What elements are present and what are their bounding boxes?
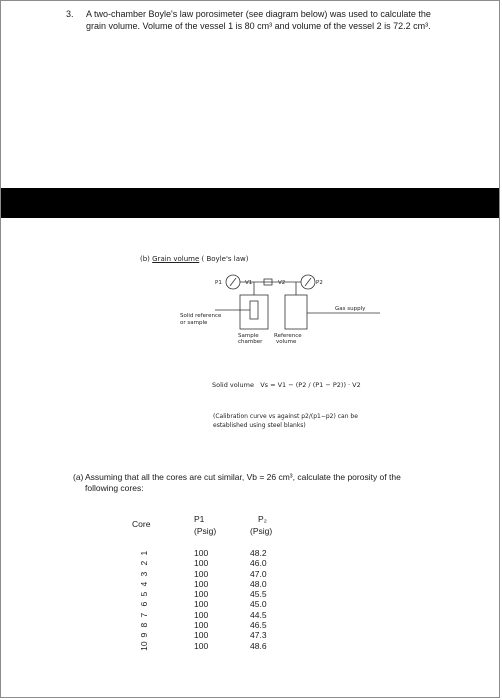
table-cell-p2: 44.5: [250, 609, 267, 620]
solid-volume-formula: Vs = V1 − (P2 / (P1 − P2)) · V2: [260, 381, 361, 389]
table-cell-p2: 48.6: [250, 640, 267, 651]
label-v1: V1: [245, 280, 253, 286]
label-solid-ref-1: Solid reference: [180, 313, 222, 319]
table-cell-p1: 100: [194, 630, 209, 641]
label-p1: P1: [215, 280, 222, 286]
question-number: 3.: [66, 9, 74, 19]
part-b-subtitle: ( Boyle's law): [201, 255, 249, 263]
label-solid-ref-2: or sample: [180, 320, 208, 326]
table-cell-core: 3: [138, 571, 149, 577]
table-cell-core: 4: [138, 581, 149, 587]
solid-volume-line: [212, 381, 361, 389]
calibration-note: [213, 412, 433, 430]
table-cell-p1: 100: [194, 599, 209, 610]
table-cell-p2: 47.3: [250, 630, 267, 641]
part-b-title: [140, 255, 248, 263]
calibration-line-1: (Calibration curve vs against p2/(p1−p2) can be: [213, 413, 358, 420]
porosimeter-diagram: [160, 265, 390, 380]
redacted-band: [1, 188, 499, 218]
question-line-1: A two-chamber Boyle's law porosimeter (see diagram below) was used to calculate the: [86, 9, 431, 19]
table-cell-p2: 47.0: [250, 568, 267, 579]
part-a-prefix: (a): [73, 472, 84, 482]
question-line-2: grain volume. Volume of the vessel 1 is 80 cm³ and volume of the vessel 2 is 72.2 cm³.: [86, 21, 431, 31]
p1-column: [194, 548, 208, 651]
header-p2-unit: (Psig): [250, 526, 273, 536]
table-cell-core: 10: [138, 641, 149, 651]
table-cell-core: 8: [138, 622, 149, 628]
table-cell-p1: 100: [194, 568, 209, 579]
table-cell-p1: 100: [194, 609, 209, 620]
label-volume: volume: [276, 339, 297, 345]
part-a-line-1: Assuming that all the cores are cut similar, Vb = 26 cm³, calculate the porosity of the: [85, 472, 401, 482]
part-a-line-2: following cores:: [85, 483, 144, 493]
table-cell-p1: 100: [194, 620, 209, 631]
header-p1: P1: [194, 514, 205, 524]
part-b-prefix: (b): [140, 255, 150, 263]
header-p1-unit: (Psig): [194, 526, 217, 536]
part-b-heading: Grain volume: [152, 255, 200, 263]
table-cell-p2: 46.5: [250, 620, 267, 631]
table-cell-p1: 100: [194, 640, 209, 651]
table-cell-p1: 100: [194, 589, 209, 600]
table-cell-p2: 45.0: [250, 599, 267, 610]
core-column: [138, 548, 150, 651]
part-a-text: [73, 472, 475, 494]
sample-chamber: [240, 295, 268, 329]
header-p2: P₂: [258, 514, 267, 524]
label-chamber: chamber: [238, 339, 263, 345]
calibration-line-2: established using steel blanks): [213, 422, 306, 429]
p2-column: [250, 548, 267, 651]
label-p2: P2: [316, 280, 323, 286]
table-cell-core: 7: [138, 612, 149, 618]
table-cell-core: 1: [138, 550, 149, 556]
label-gas-supply: Gas supply: [335, 306, 366, 312]
question-header: [66, 8, 486, 32]
solid-volume-label: Solid volume: [212, 381, 254, 389]
table-cell-core: 2: [138, 561, 149, 566]
table-cell-p2: 48.0: [250, 578, 267, 589]
label-sample: Sample: [238, 333, 259, 339]
table-cell-core: 6: [138, 602, 149, 608]
table-cell-core: 5: [138, 591, 149, 597]
table-cell-core: 9: [138, 633, 149, 638]
label-reference: Reference: [274, 333, 302, 339]
table-cell-p2: 48.2: [250, 548, 267, 558]
label-v2: V2: [278, 280, 286, 286]
table-cell-p1: 100: [194, 578, 209, 589]
table-cell-p1: 100: [194, 558, 209, 569]
reference-chamber: [285, 295, 307, 329]
header-core: Core: [132, 519, 151, 529]
table-cell-p1: 100: [194, 548, 209, 558]
table-cell-p2: 46.0: [250, 558, 267, 569]
table-cell-p2: 45.5: [250, 589, 267, 600]
